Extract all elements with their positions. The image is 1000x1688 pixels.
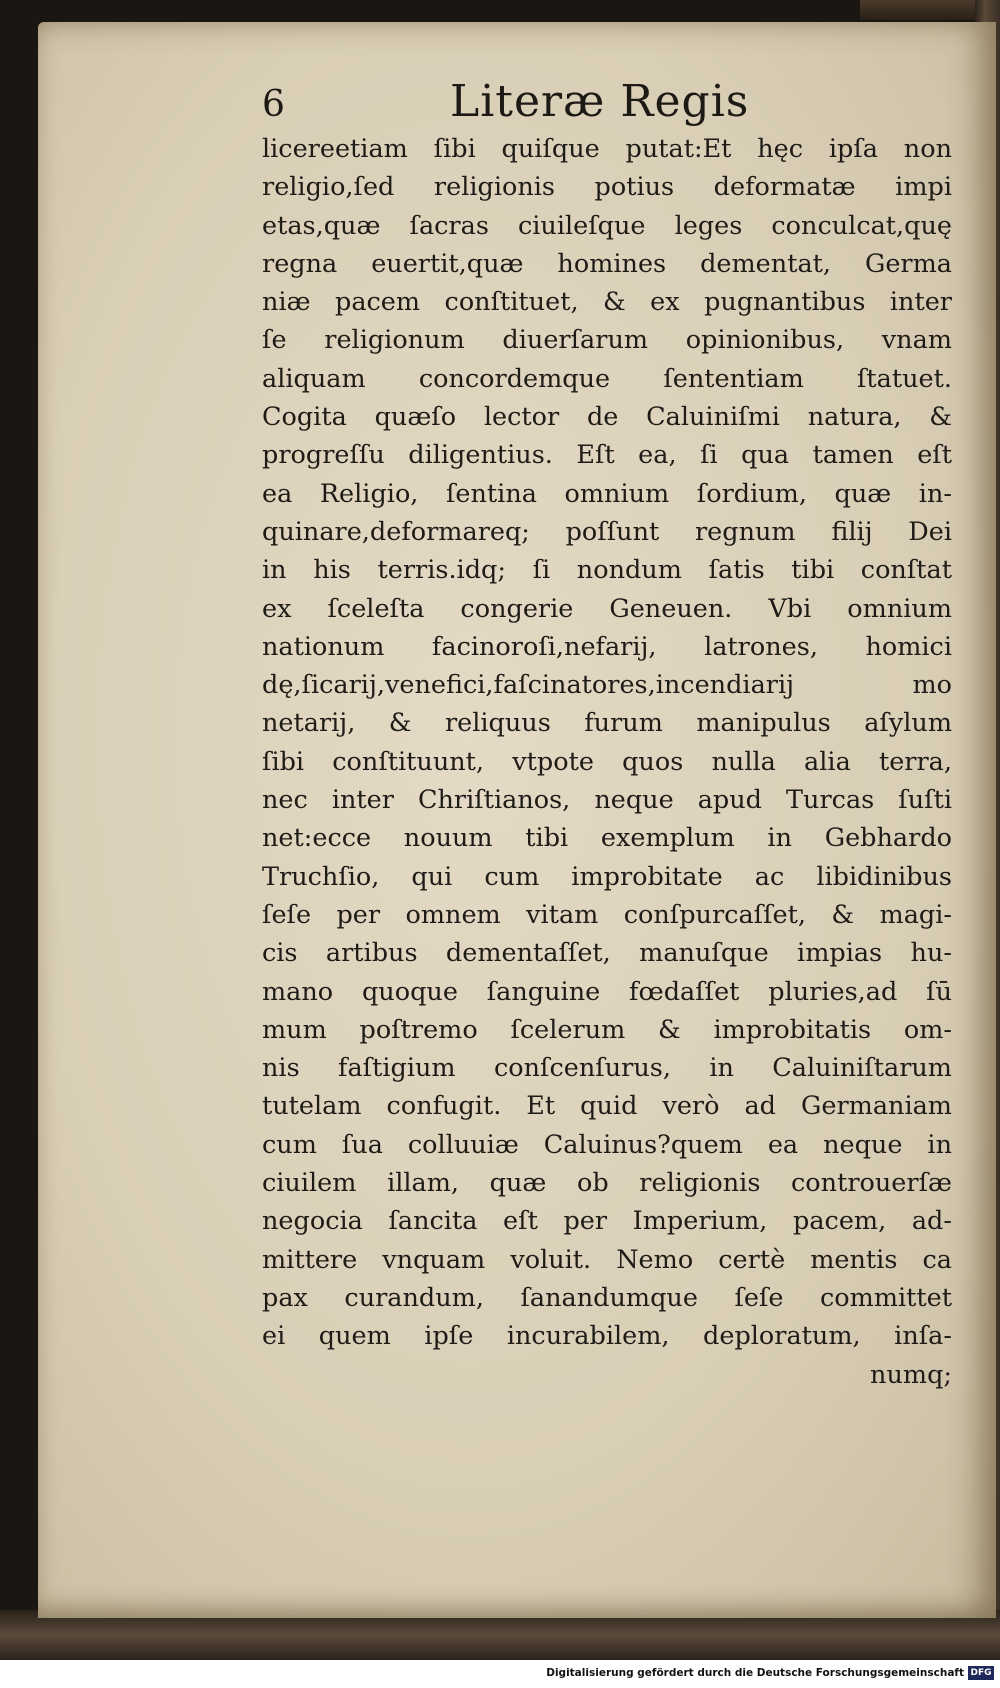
page-number: 6 — [262, 84, 285, 125]
text-line: netarij, & reliquus furum manipulus aſylum — [262, 708, 952, 739]
text-line: mano quoque ſanguine fœdaſſet pluries,ad ſū — [262, 976, 952, 1007]
body-text — [262, 130, 952, 1394]
text-line: ei quem ipſe incurabilem, deploratum, inſa- — [262, 1321, 952, 1352]
text-line: net:ecce nouum tibi exemplum in Gebhardo — [262, 823, 952, 854]
text-line: regna euertit,quæ homines dementat, Germa — [262, 248, 952, 279]
text-line: mittere vnquam voluit. Nemo certè mentis ca — [262, 1244, 952, 1275]
text-line: Cogita quæſo lector de Caluiniſmi natura, & — [262, 402, 952, 433]
text-line: ſibi conſtituunt, vtpote quos nulla alia terra, — [262, 746, 952, 777]
text-line: pax curandum, ſanandumque ſeſe committet — [262, 1282, 952, 1313]
text-line: ciuilem illam, quæ ob religionis controuerſæ — [262, 1168, 952, 1199]
text-line: nec inter Chriſtianos, neque apud Turcas ſuſti — [262, 785, 952, 816]
text-line: niæ pacem conſtituet, & ex pugnantibus inter — [262, 287, 952, 318]
text-line: nis faſtigium conſcenſurus, in Caluiniſtarum — [262, 1053, 952, 1084]
text-line: mum poſtremo ſcelerum & improbitatis om- — [262, 1014, 952, 1045]
funding-credit: Digitalisierung gefördert durch die Deutsche Forschungsgemeinschaft — [546, 1667, 964, 1679]
text-line: negocia ſancita eſt per Imperium, pacem, ad- — [262, 1206, 952, 1237]
text-line: religio,ſed religionis potius deformatæ impi — [262, 172, 952, 203]
digitization-footer — [0, 1660, 1000, 1688]
text-line: nationum facinoroſi,nefarij, latrones, homici — [262, 631, 952, 662]
text-line: progreſſu diligentius. Eſt ea, ſi qua tamen eſt — [262, 440, 952, 471]
text-line: in his terris.idq; ſi nondum ſatis tibi conſtat — [262, 555, 952, 586]
text-line: Truchſio, qui cum improbitate ac libidinibus — [262, 861, 952, 892]
text-line: quinare,deformareq; poſſunt regnum filij Dei — [262, 516, 952, 547]
text-line: ex ſceleſta congerie Geneuen. Vbi omnium — [262, 593, 952, 624]
dfg-logo-icon: DFG — [968, 1666, 994, 1680]
text-line: ea Religio, ſentina omnium ſordium, quæ in- — [262, 478, 952, 509]
text-line: cum ſua colluuiæ Caluinus?quem ea neque in — [262, 1129, 952, 1160]
text-line: ſe religionum diuerſarum opinionibus, vnam — [262, 325, 952, 356]
text-line: cis artibus dementaſſet, manuſque impias hu- — [262, 938, 952, 969]
page-header — [240, 70, 960, 130]
text-line: aliquam concordemque ſententiam ſtatuet. — [262, 363, 952, 394]
text-line: licereetiam ſibi quiſque putat:Et hęc ipſa non — [262, 134, 952, 164]
text-line: etas,quæ ſacras ciuileſque leges conculcat,quę — [262, 210, 952, 241]
catchword: numq; — [870, 1359, 952, 1390]
text-line: ſeſe per omnem vitam conſpurcaſſet, & magi- — [262, 899, 952, 930]
text-line: dę,ſicarij,venefici,faſcinatores,incendiarij mo — [262, 670, 952, 701]
running-head: Literæ Regis — [450, 76, 750, 127]
text-line: tutelam confugit. Et quid verò ad Germaniam — [262, 1091, 952, 1122]
